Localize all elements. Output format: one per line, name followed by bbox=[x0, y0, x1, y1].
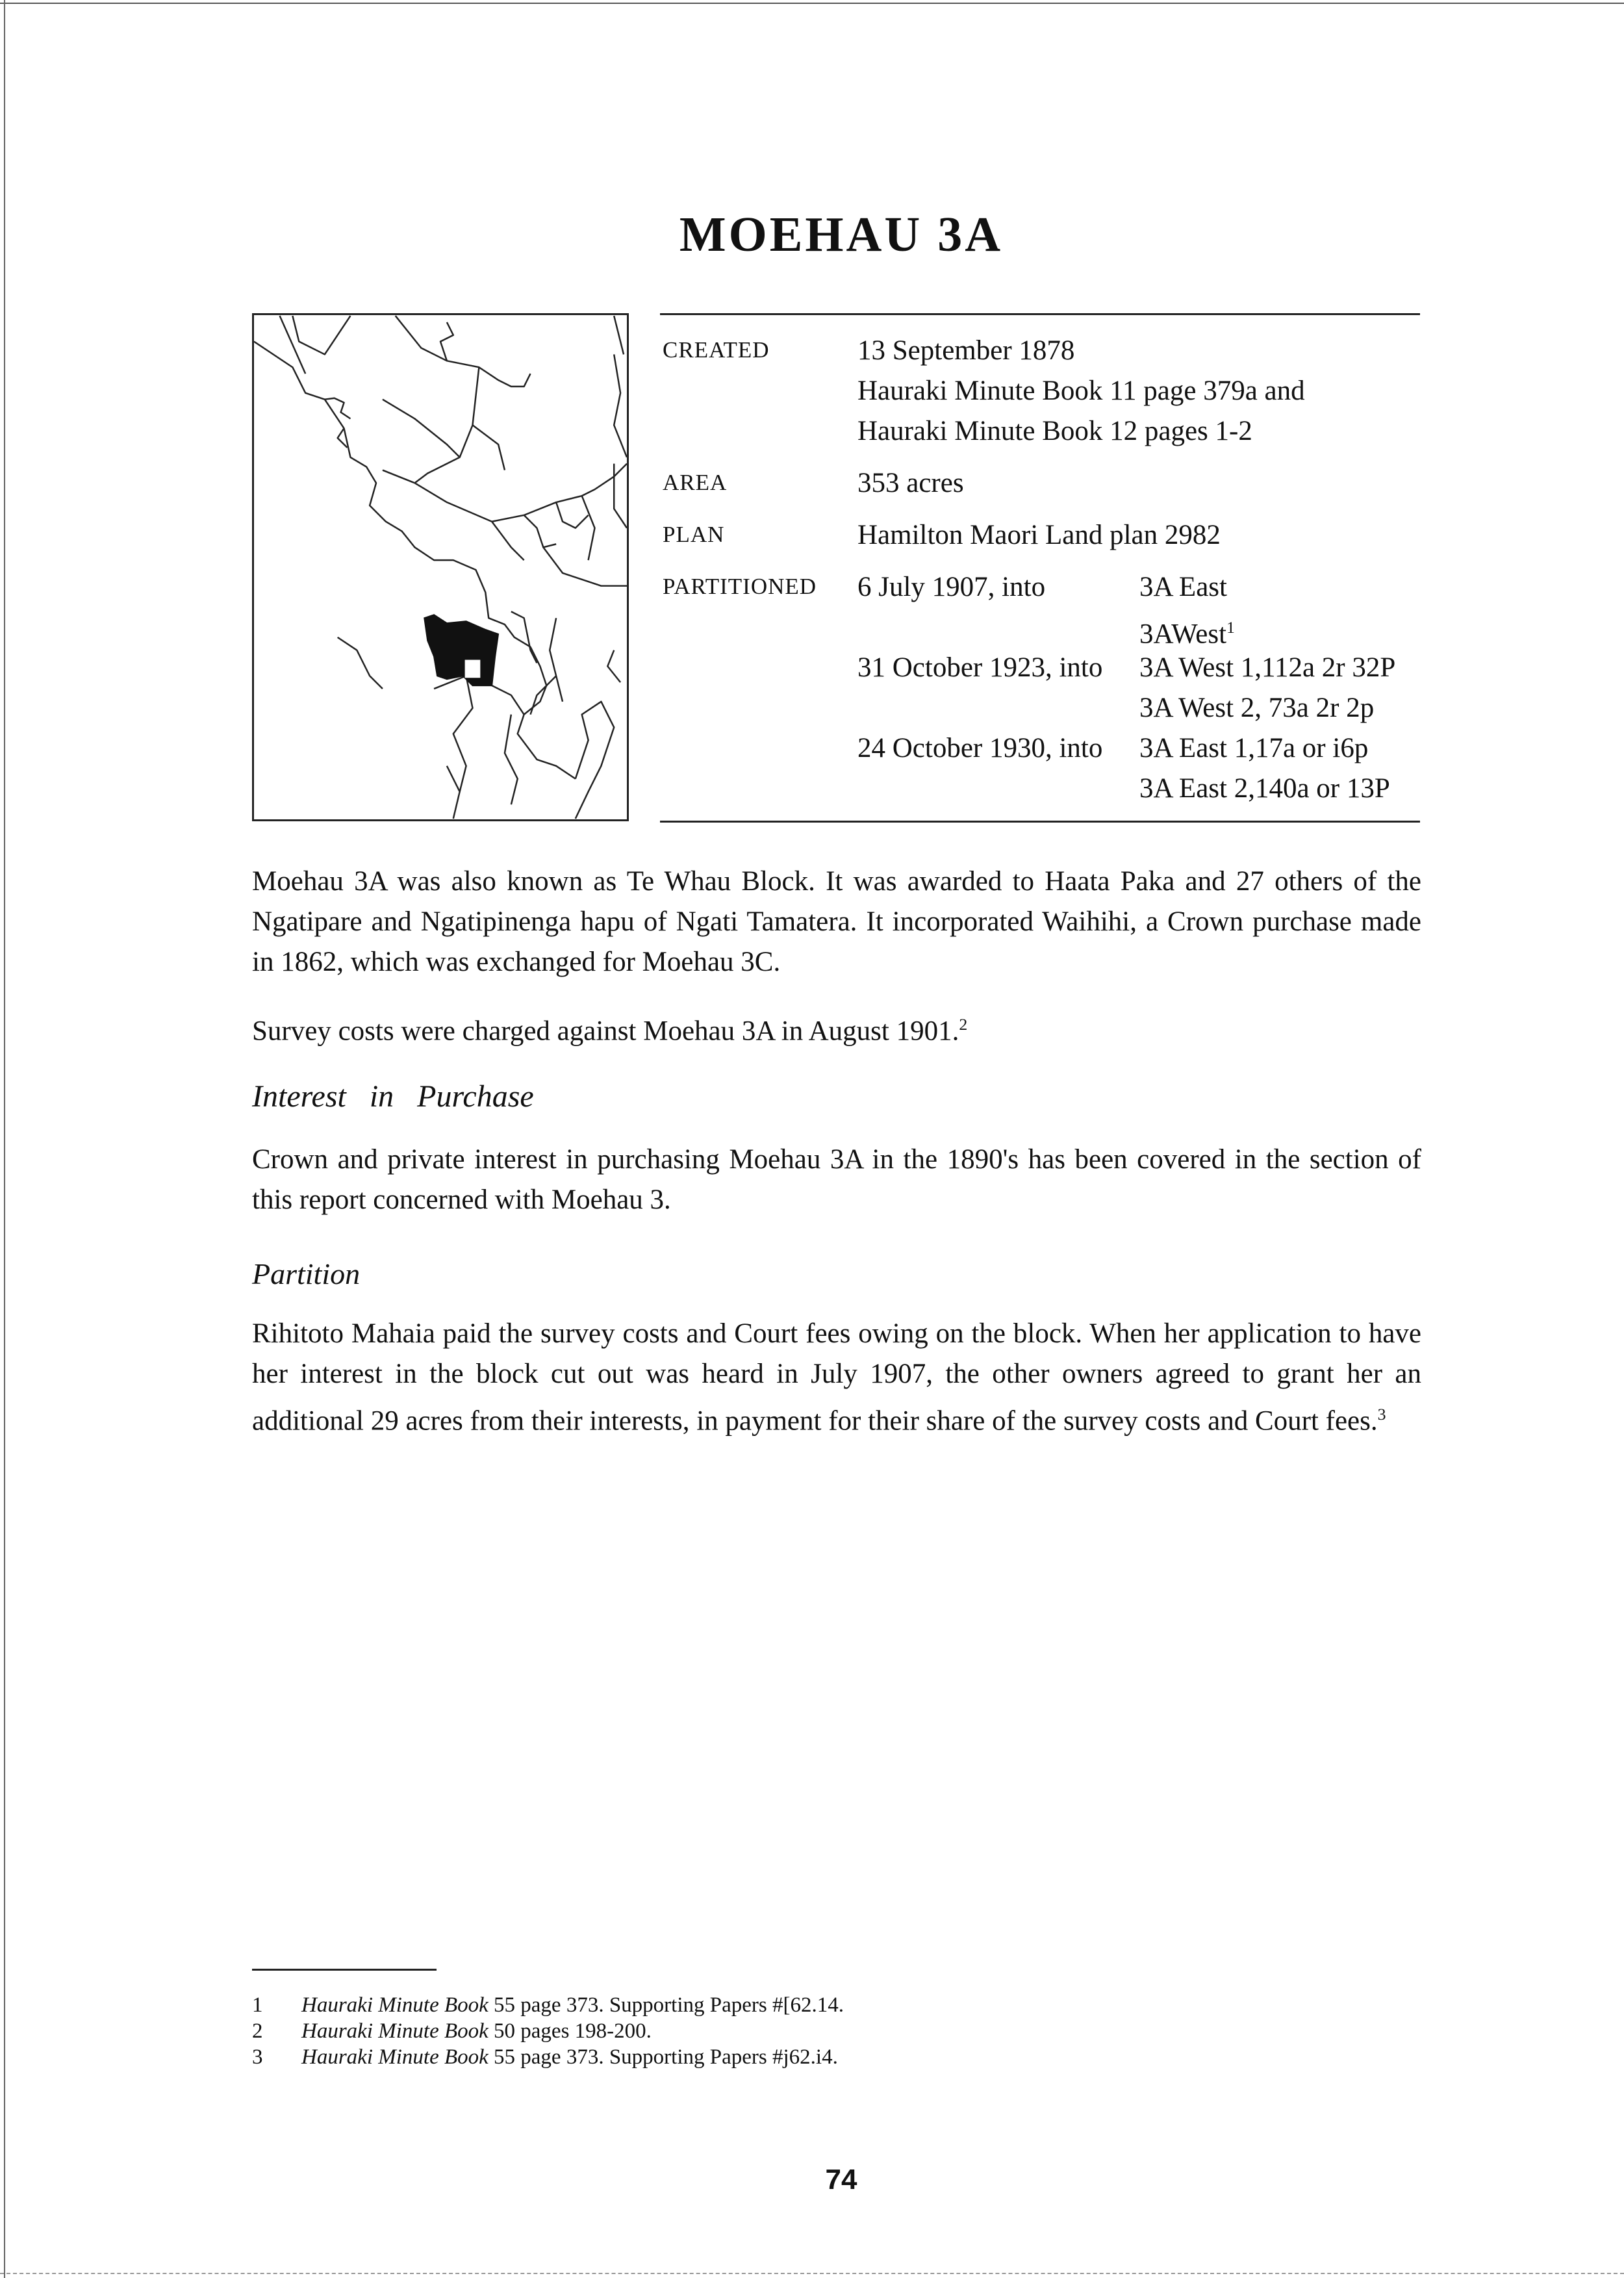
footnote-3-source: Hauraki Minute Book bbox=[301, 2045, 488, 2069]
created-value bbox=[857, 331, 1305, 452]
footnote-ref-3: 3 bbox=[1377, 1405, 1386, 1424]
page-edge-bottom bbox=[0, 2273, 1624, 2274]
moehau-3a-block bbox=[424, 615, 498, 685]
footnote-1-source: Hauraki Minute Book bbox=[301, 1993, 488, 2017]
footnote-1 bbox=[252, 1992, 844, 2018]
page-title: MOEHAU 3A bbox=[679, 207, 1004, 262]
partition-date-1: 6 July 1907, into bbox=[857, 572, 1046, 602]
page-number: 74 bbox=[825, 2164, 857, 2195]
area-label: AREA bbox=[663, 470, 728, 495]
page-edge-left bbox=[4, 0, 5, 2278]
created-label: CREATED bbox=[663, 337, 770, 363]
survey-paragraph bbox=[252, 1005, 1421, 1051]
partition-block-1a: 3A East bbox=[1139, 572, 1227, 602]
footnote-ref-2: 2 bbox=[959, 1015, 968, 1034]
plan-label: PLAN bbox=[663, 522, 725, 547]
partitioned-label: PARTITIONED bbox=[663, 574, 817, 599]
block-details bbox=[660, 313, 1420, 823]
partition-block-3a: 3A East 1,17a or i6p bbox=[1139, 733, 1369, 763]
area-value: 353 acres bbox=[857, 468, 964, 498]
partition-date-2: 31 October 1923, into bbox=[857, 652, 1103, 683]
survey-text: Survey costs were charged against Moehau 3A in August 1901. bbox=[252, 1016, 959, 1047]
created-date: 13 September 1878 bbox=[857, 335, 1075, 366]
heading-interest-in-purchase: Interest in Purchase bbox=[252, 1079, 534, 1114]
heading-partition: Partition bbox=[252, 1257, 361, 1290]
intro-paragraph: Moehau 3A was also known as Te Whau Block. It was awarded to Haata Paka and 27 others of the Ngatipare and Ngatipinenga hapu of Ngati Tamatera. It incorporated Waihihi, a Crown purchase made in 1862, which was exchanged for Moehau 3C. bbox=[252, 866, 1421, 977]
footnote-3-number: 3 bbox=[252, 2045, 263, 2069]
created-source-1: Hauraki Minute Book 11 page 379a and bbox=[857, 376, 1305, 406]
page-edge-top bbox=[0, 3, 1624, 4]
footnote-1-number: 1 bbox=[252, 1993, 263, 2017]
footnote-2-number: 2 bbox=[252, 2019, 263, 2043]
footnote-2-source: Hauraki Minute Book bbox=[301, 2019, 488, 2043]
footnote-1-detail: 55 page 373. Supporting Papers #[62.14. bbox=[488, 1993, 844, 2017]
partition-date-3: 24 October 1930, into bbox=[857, 733, 1103, 763]
partition-block-3b: 3A East 2,140a or 13P bbox=[1139, 773, 1390, 804]
footnote-rule bbox=[252, 1969, 437, 1971]
footnote-ref-1: 1 bbox=[1226, 618, 1235, 637]
plan-value: Hamilton Maori Land plan 2982 bbox=[857, 520, 1221, 550]
partition-text: Rihitoto Mahaia paid the survey costs and Court fees owing on the block. When her application to have her interest in the block cut out was heard in July 1907, the other owners agreed to grant her an additional 29 acres from their interests, in payment for their share of the survey costs and Court fees. bbox=[252, 1318, 1421, 1437]
footnote-3 bbox=[252, 2044, 838, 2070]
partition-block-2a: 3A West 1,112a 2r 32P bbox=[1139, 652, 1396, 683]
created-source-2: Hauraki Minute Book 12 pages 1-2 bbox=[857, 416, 1252, 446]
footnote-2-detail: 50 pages 198-200. bbox=[488, 2019, 652, 2043]
footnote-2 bbox=[252, 2018, 652, 2044]
partition-block-1b-text: 3AWest bbox=[1139, 619, 1227, 650]
partition-paragraph bbox=[252, 1314, 1421, 1441]
interest-paragraph: Crown and private interest in purchasing Moehau 3A in the 1890's has been covered in the section of this report concerned with Moehau 3. bbox=[252, 1144, 1421, 1215]
locator-map bbox=[252, 313, 629, 821]
partition-block-2b: 3A West 2, 73a 2r 2p bbox=[1139, 693, 1375, 723]
footnote-3-detail: 55 page 373. Supporting Papers #j62.i4. bbox=[488, 2045, 838, 2069]
locator-map-drawing bbox=[254, 315, 627, 819]
